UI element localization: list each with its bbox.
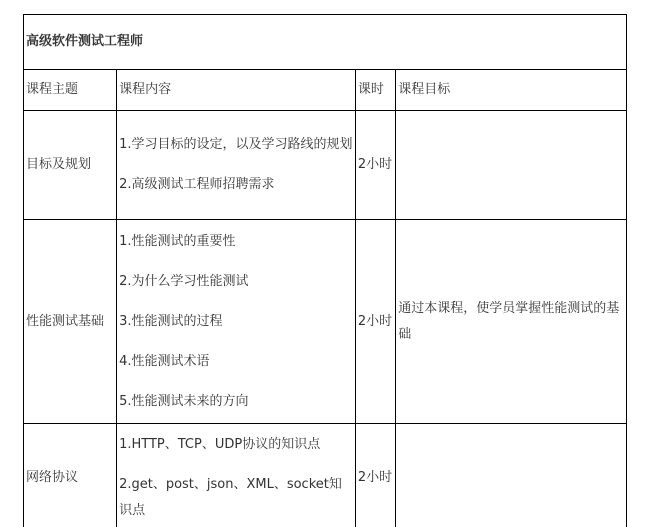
content-item: 1.学习目标的设定，以及学习路线的规划 <box>119 137 353 152</box>
content-item: 1.HTTP、TCP、UDP协议的知识点 <box>119 437 321 452</box>
table-row <box>24 220 627 424</box>
cell-hours: 2小时 <box>355 424 395 527</box>
cell-content <box>117 111 356 220</box>
header-topic: 课程主题 <box>24 70 117 111</box>
content-item: 3.性能测试的过程 <box>119 313 223 329</box>
cell-content <box>117 424 356 527</box>
cell-topic: 性能测试基础 <box>24 220 117 424</box>
content-item: 5.性能测试未来的方向 <box>119 393 249 409</box>
header-goal: 课程目标 <box>396 70 627 111</box>
header-content: 课程内容 <box>117 70 356 111</box>
table-row <box>24 111 627 220</box>
table-header-row <box>24 70 627 111</box>
content-item: 2.高级测试工程师招聘需求 <box>119 177 275 192</box>
cell-topic: 目标及规划 <box>24 111 117 220</box>
cell-hours: 2小时 <box>355 111 395 220</box>
cell-topic: 网络协议 <box>24 424 117 527</box>
course-table-container <box>23 14 627 527</box>
content-item: 2.为什么学习性能测试 <box>119 273 249 289</box>
cell-content <box>117 220 356 424</box>
table-row <box>24 424 627 527</box>
table-title-row <box>24 15 627 70</box>
table-title: 高级软件测试工程师 <box>24 15 627 70</box>
content-item: 2.get、post、json、XML、socket知识点 <box>119 477 342 518</box>
cell-hours: 2小时 <box>355 220 395 424</box>
cell-goal: 通过本课程，使学员掌握性能测试的基础 <box>396 220 627 424</box>
cell-goal <box>396 424 627 527</box>
content-item: 1.性能测试的重要性 <box>119 233 236 249</box>
content-item: 4.性能测试术语 <box>119 353 210 369</box>
course-table <box>23 14 627 527</box>
header-hours: 课时 <box>355 70 395 111</box>
cell-goal <box>396 111 627 220</box>
